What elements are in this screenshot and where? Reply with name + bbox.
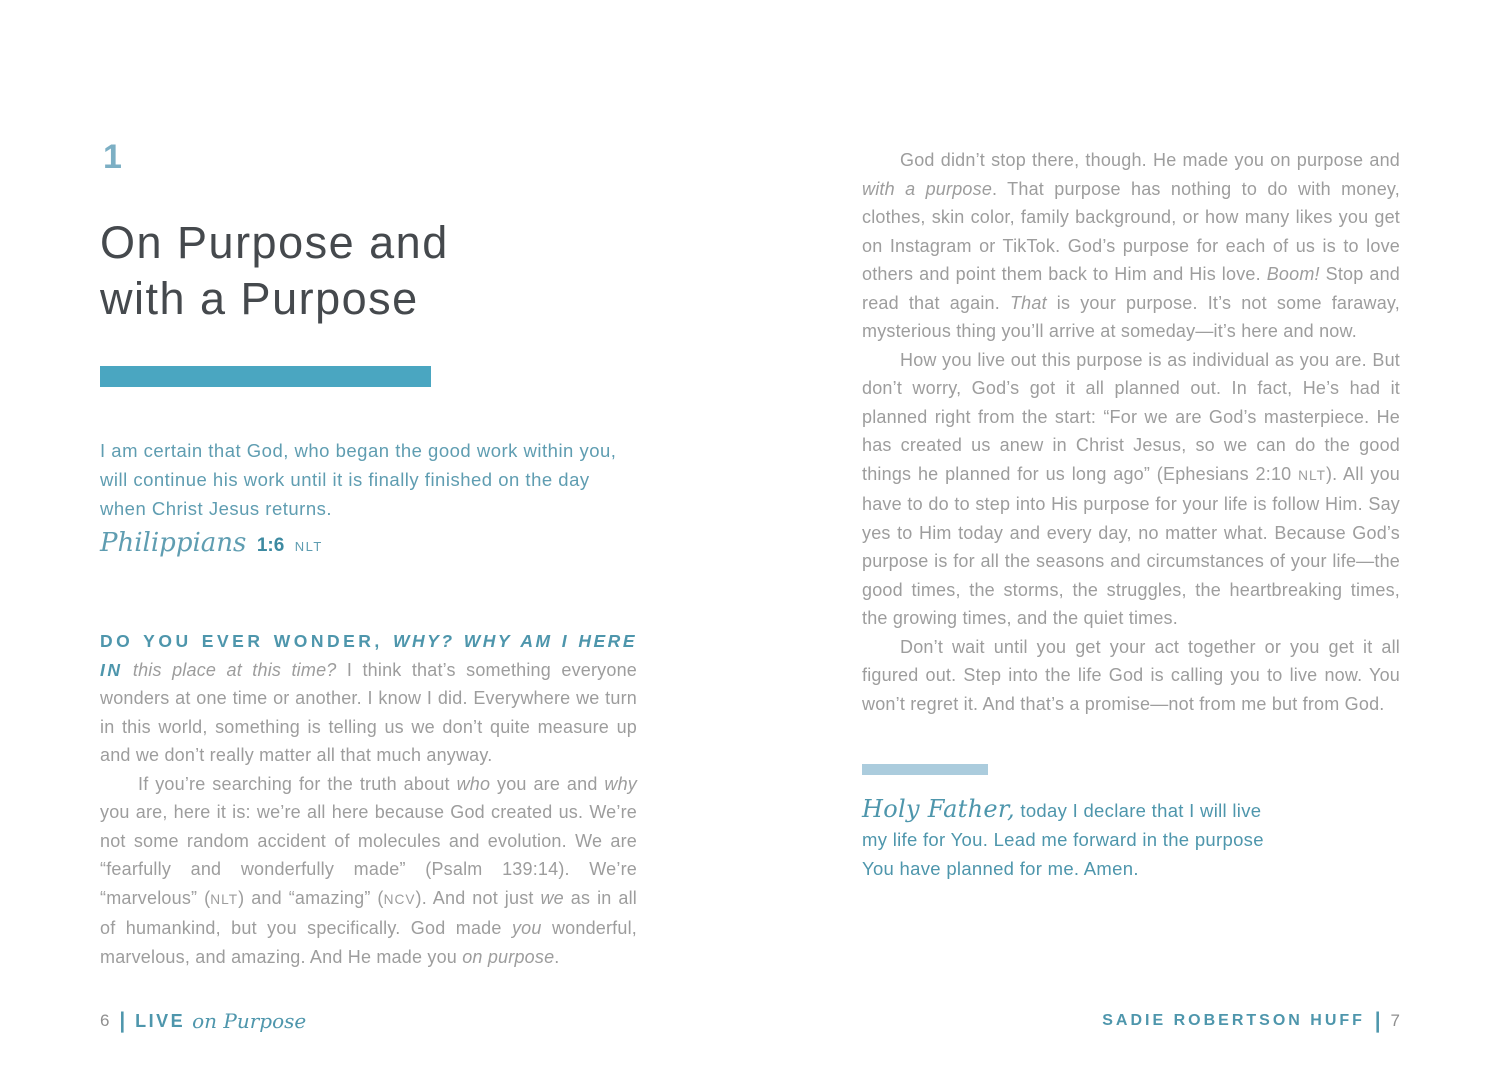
chapter-title-line2: with a Purpose — [100, 273, 419, 324]
running-head-book-title: LIVE — [135, 1010, 186, 1031]
footer-divider: | — [119, 1008, 126, 1033]
running-head-book-subtitle: on Purpose — [192, 1009, 307, 1033]
body-text-left — [100, 627, 637, 971]
scripture-book: Philippians — [100, 528, 247, 558]
scripture-verse: 1:6 — [256, 535, 285, 556]
running-head-author: SADIE ROBERTSON HUFF — [1102, 1012, 1365, 1029]
body-paragraph: If you’re searching for the truth about who you are and why you are, here it is: we’re all here because God created us. We’re not some random accident of molecules and evolution. We are “fearfully and wonderfully made” (Psalm 139:14). We’re “marvelous” (NLT) and “amazing” (NCV). And not just we as in all of humankind, but you specifically. God made you wonderful, marvelous, and amazing. And He made you on purpose. — [100, 773, 637, 967]
body-paragraph: Don’t wait until you get your act together or you get it all figured out. Step into the life God is calling you to live now. You won’t regret it. And that’s a promise—not from me but from God. — [862, 636, 1400, 714]
chapter-number: 1 — [103, 138, 122, 176]
scripture-translation: NLT — [294, 539, 323, 554]
body-text-right — [862, 146, 1400, 718]
chapter-title-line1: On Purpose and — [100, 217, 449, 268]
prayer-accent-bar — [862, 764, 988, 775]
scripture-quote: I am certain that God, who began the good work within you, will continue his work until it is finally finished on the day when Christ Jesus returns. — [100, 440, 617, 519]
body-paragraph: God didn’t stop there, though. He made you on purpose and with a purpose. That purpose has nothing to do with money, clothes, skin color, family background, or how many likes you get on Instagram or TikTok. God’s purpose for each of us is to love others and point them back to Him and His love. Boom! Stop and read that again. That is your purpose. It’s not some faraway, mysterious thing you’ll arrive at someday—it’s here and now. — [862, 150, 1401, 341]
body-paragraph: DO YOU EVER WONDER, WHY? WHY AM I HERE IN this place at this time? I think that’s something everyone wonders at one time or another. I know I did. Everywhere we turn in this world, something is telling us we don’t quite measure up and we don’t really matter all that much anyway. — [100, 631, 638, 765]
footer-right — [862, 1006, 1400, 1036]
body-paragraph: How you live out this purpose is as individual as you are. But don’t worry, God’s got it all planned out. In fact, He’s had it planned right from the start: “For we are God’s masterpiece. He has created us anew in Christ Jesus, so we can do the good things he planned for us long ago” (Ephesians 2:10 NLT). All you have to do to step into His purpose for your life is follow Him. Say yes to Him today and every day, no matter what. Because God’s purpose is for all the seasons and circumstances of your life—the good times, the storms, the struggles, the heartbreaking times, the growing times, and the quiet times. — [862, 349, 1400, 628]
page-number-right: 7 — [1390, 1011, 1400, 1030]
page-number-left: 6 — [100, 1011, 110, 1030]
footer-left — [100, 1006, 306, 1036]
footer-divider: | — [1374, 1008, 1381, 1033]
chapter-title — [100, 215, 449, 327]
title-accent-bar — [100, 366, 431, 387]
prayer-text: Holy Father, today I declare that I will live my life for You. Lead me forward in the purpose You have planned for me. Amen. — [862, 795, 1264, 879]
scripture-reference — [100, 528, 323, 558]
